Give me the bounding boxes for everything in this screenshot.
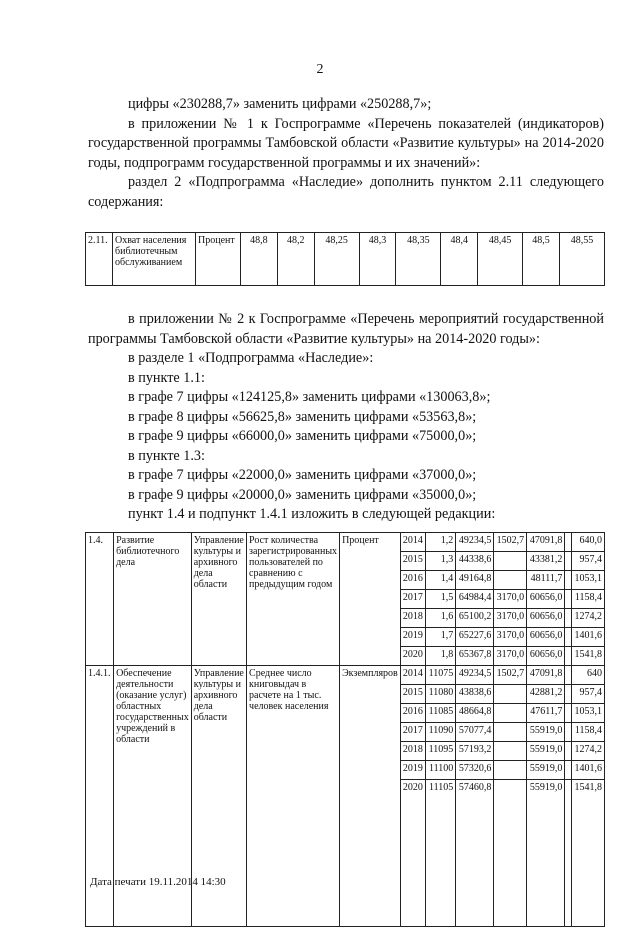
cell-value: 43381,2: [527, 552, 565, 571]
cell-value: [494, 780, 527, 927]
cell-value: [494, 704, 527, 723]
cell-value: 55919,0: [527, 761, 565, 780]
cell-value: 65100,2: [456, 609, 494, 628]
cell-value: 43838,6: [456, 685, 494, 704]
cell-value: 1541,8: [571, 647, 604, 666]
cell-value: 1502,7: [494, 533, 527, 552]
cell-value: 1,7: [425, 628, 455, 647]
cell-value: 3170,0: [494, 609, 527, 628]
cell-value: 48,55: [559, 233, 604, 286]
cell-value: 49234,5: [456, 666, 494, 685]
cell-name: Обеспечение деятельности (оказание услуг) областных государственных учреждений в области: [114, 666, 192, 927]
cell-value: 11100: [425, 761, 455, 780]
cell-value: 640,0: [571, 533, 604, 552]
cell-value: 1541,8: [571, 780, 604, 927]
table-row: [86, 233, 605, 286]
cell-value: 55919,0: [527, 723, 565, 742]
cell-value: 47611,7: [527, 704, 565, 723]
cell-value: 2016: [400, 571, 425, 590]
cell-value: 57460,8: [456, 780, 494, 927]
cell-value: 1,5: [425, 590, 455, 609]
cell-value: [494, 685, 527, 704]
cell-value: 49234,5: [456, 533, 494, 552]
cell-unit: Процент: [196, 233, 241, 286]
cell-value: 55919,0: [527, 780, 565, 927]
cell-value: 1,4: [425, 571, 455, 590]
cell-value: 1053,1: [571, 704, 604, 723]
cell-value: 2019: [400, 628, 425, 647]
cell-value: 48664,8: [456, 704, 494, 723]
cell-value: 11080: [425, 685, 455, 704]
cell-value: 2016: [400, 704, 425, 723]
paragraph: в графе 9 цифры «20000,0» заменить цифрами «35000,0»;: [128, 486, 477, 503]
cell-value: 3170,0: [494, 628, 527, 647]
cell-value: 48,5: [523, 233, 560, 286]
cell-value: 60656,0: [527, 609, 565, 628]
cell-indicator: Среднее число книговыдач в расчете на 1 тыс. человек населения: [247, 666, 340, 927]
cell-value: 2015: [400, 685, 425, 704]
cell-value: [494, 571, 527, 590]
paragraph: в пункте 1.1:: [128, 369, 205, 386]
paragraph: пункт 1.4 и подпункт 1.4.1 изложить в следующей редакции:: [128, 506, 496, 522]
indicator-table: [85, 232, 605, 286]
cell-value: 1,6: [425, 609, 455, 628]
cell-value: 55919,0: [527, 742, 565, 761]
cell-value: 2015: [400, 552, 425, 571]
cell-value: 2020: [400, 780, 425, 927]
cell-executor: Управление культуры и архивного дела области: [191, 666, 246, 927]
cell-name: Охват населения библиотечным обслуживанием: [113, 233, 196, 286]
cell-indicator: Рост количества зарегистрированных пользователей по сравнению с предыдущим годом: [247, 533, 340, 666]
print-date: Дата печати 19.11.2014 14:30: [90, 876, 226, 888]
cell-value: 2017: [400, 723, 425, 742]
cell-value: 11105: [425, 780, 455, 927]
cell-value: 64984,4: [456, 590, 494, 609]
paragraph: в графе 7 цифры «124125,8» заменить цифрами «130063,8»;: [128, 389, 491, 405]
cell-unit: Процент: [340, 533, 401, 666]
cell-value: 1158,4: [571, 723, 604, 742]
cell-value: 957,4: [571, 685, 604, 704]
paragraph: в приложении № 1 к Госпрограмме «Перечень показателей (индикаторов) государственной программы Тамбовской области «Развитие культуры» на 2014-2020 годы, подпрограмм государственной программы и их значений»:: [88, 115, 604, 171]
cell-value: 48,4: [441, 233, 478, 286]
cell-value: 2018: [400, 742, 425, 761]
cell-value: 48,2: [277, 233, 314, 286]
cell-value: 1,3: [425, 552, 455, 571]
cell-value: 11075: [425, 666, 455, 685]
cell-value: 2020: [400, 647, 425, 666]
text-block-2: [88, 310, 604, 525]
cell-num: 1.4.: [86, 533, 114, 666]
cell-value: 57193,2: [456, 742, 494, 761]
cell-value: 2014: [400, 666, 425, 685]
cell-value: 48,25: [314, 233, 359, 286]
cell-value: 65367,8: [456, 647, 494, 666]
cell-value: 2017: [400, 590, 425, 609]
cell-executor: Управление культуры и архивного дела области: [191, 533, 246, 666]
measures-table: [85, 532, 605, 927]
cell-num: 2.11.: [86, 233, 113, 286]
cell-value: 2019: [400, 761, 425, 780]
page-number: 2: [316, 62, 324, 77]
cell-value: 42881,2: [527, 685, 565, 704]
paragraph: в графе 9 цифры «66000,0» заменить цифрами «75000,0»;: [128, 428, 477, 444]
table-row: [86, 666, 605, 685]
cell-value: 1,2: [425, 533, 455, 552]
cell-value: 48111,7: [527, 571, 565, 590]
cell-value: 60656,0: [527, 590, 565, 609]
cell-value: 957,4: [571, 552, 604, 571]
cell-value: 1401,6: [571, 761, 604, 780]
paragraph: в пункте 1.3:: [128, 447, 205, 464]
cell-name: Развитие библиотечного дела: [114, 533, 192, 666]
cell-value: 47091,8: [527, 666, 565, 685]
cell-value: 57077,4: [456, 723, 494, 742]
cell-value: [494, 742, 527, 761]
table-row: [86, 533, 605, 552]
cell-value: 2018: [400, 609, 425, 628]
cell-value: 57320,6: [456, 761, 494, 780]
cell-value: 2014: [400, 533, 425, 552]
paragraph: раздел 2 «Подпрограмма «Наследие» дополнить пунктом 2.11 следующего содержания:: [88, 174, 604, 210]
cell-value: [494, 552, 527, 571]
paragraph: в графе 7 цифры «22000,0» заменить цифрами «37000,0»;: [128, 467, 477, 483]
cell-value: 48,45: [478, 233, 523, 286]
cell-value: 47091,8: [527, 533, 565, 552]
cell-value: 1274,2: [571, 742, 604, 761]
cell-value: 65227,6: [456, 628, 494, 647]
cell-value: 11085: [425, 704, 455, 723]
cell-value: 3170,0: [494, 647, 527, 666]
cell-value: 48,35: [396, 233, 441, 286]
cell-value: 1053,1: [571, 571, 604, 590]
cell-value: 11095: [425, 742, 455, 761]
cell-value: 1401,6: [571, 628, 604, 647]
cell-value: 1502,7: [494, 666, 527, 685]
cell-value: 48,8: [241, 233, 278, 286]
cell-value: 60656,0: [527, 647, 565, 666]
paragraph: цифры «230288,7» заменить цифрами «250288,7»;: [128, 96, 432, 112]
cell-num: 1.4.1.: [86, 666, 114, 927]
cell-value: 49164,8: [456, 571, 494, 590]
cell-value: 1158,4: [571, 590, 604, 609]
paragraph: в приложении № 2 к Госпрограмме «Перечень мероприятий государственной программы Тамбовской области «Развитие культуры» на 2014-2020 годы»:: [88, 311, 604, 347]
cell-value: 3170,0: [494, 590, 527, 609]
cell-value: 1274,2: [571, 609, 604, 628]
cell-value: 640: [571, 666, 604, 685]
text-block-1: [88, 95, 604, 212]
paragraph: в разделе 1 «Подпрограмма «Наследие»:: [128, 350, 374, 366]
cell-value: 60656,0: [527, 628, 565, 647]
cell-value: 44338,6: [456, 552, 494, 571]
cell-value: 48,3: [359, 233, 396, 286]
cell-value: 11090: [425, 723, 455, 742]
paragraph: в графе 8 цифры «56625,8» заменить цифрами «53563,8»;: [128, 408, 477, 425]
cell-value: [494, 723, 527, 742]
cell-unit: Экземпляров: [340, 666, 401, 927]
cell-value: [494, 761, 527, 780]
cell-value: 1,8: [425, 647, 455, 666]
